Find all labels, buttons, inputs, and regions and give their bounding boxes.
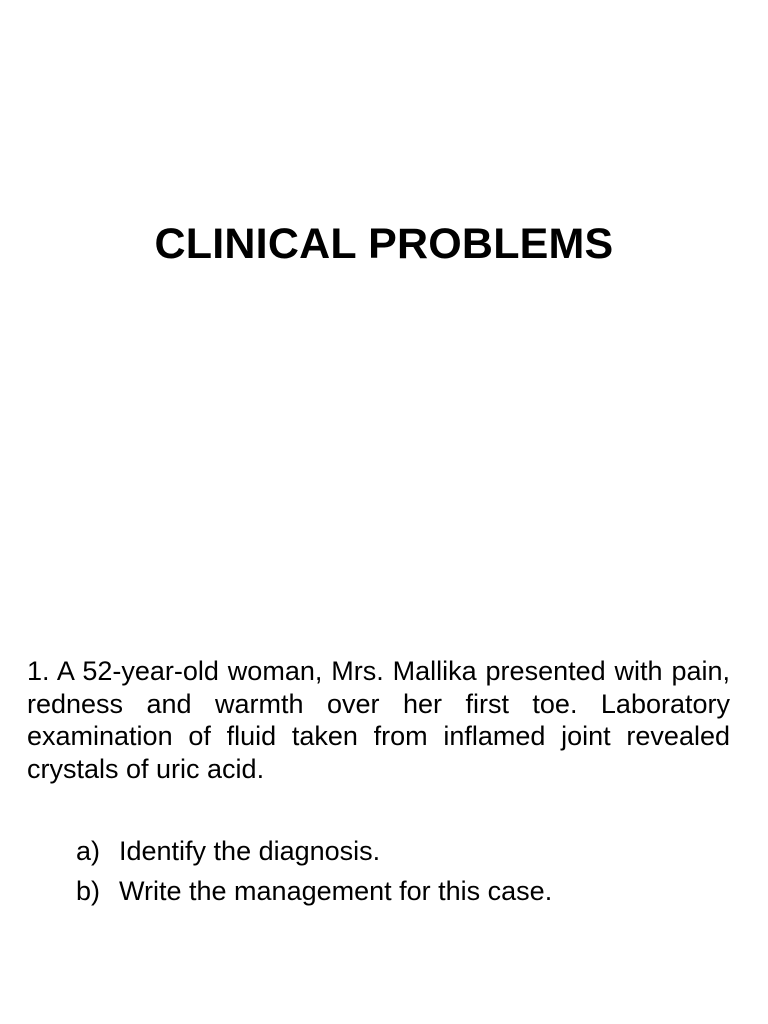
sub-question-item — [76, 871, 552, 911]
page-title: CLINICAL PROBLEMS — [154, 220, 614, 268]
sub-question-marker: b) — [76, 876, 101, 906]
sub-question-text: Identify the diagnosis. — [119, 836, 381, 866]
sub-question-item — [76, 831, 552, 871]
question-text: 1. A 52-year-old woman, Mrs. Mallika presented with pain, redness and warmth over her first toe. Laboratory examination of fluid taken from inflamed joint revealed crystals of uric acid. — [27, 656, 730, 784]
sub-question-marker: a) — [76, 836, 101, 866]
sub-question-list — [76, 831, 552, 911]
sub-question-text: Write the management for this case. — [119, 876, 553, 906]
